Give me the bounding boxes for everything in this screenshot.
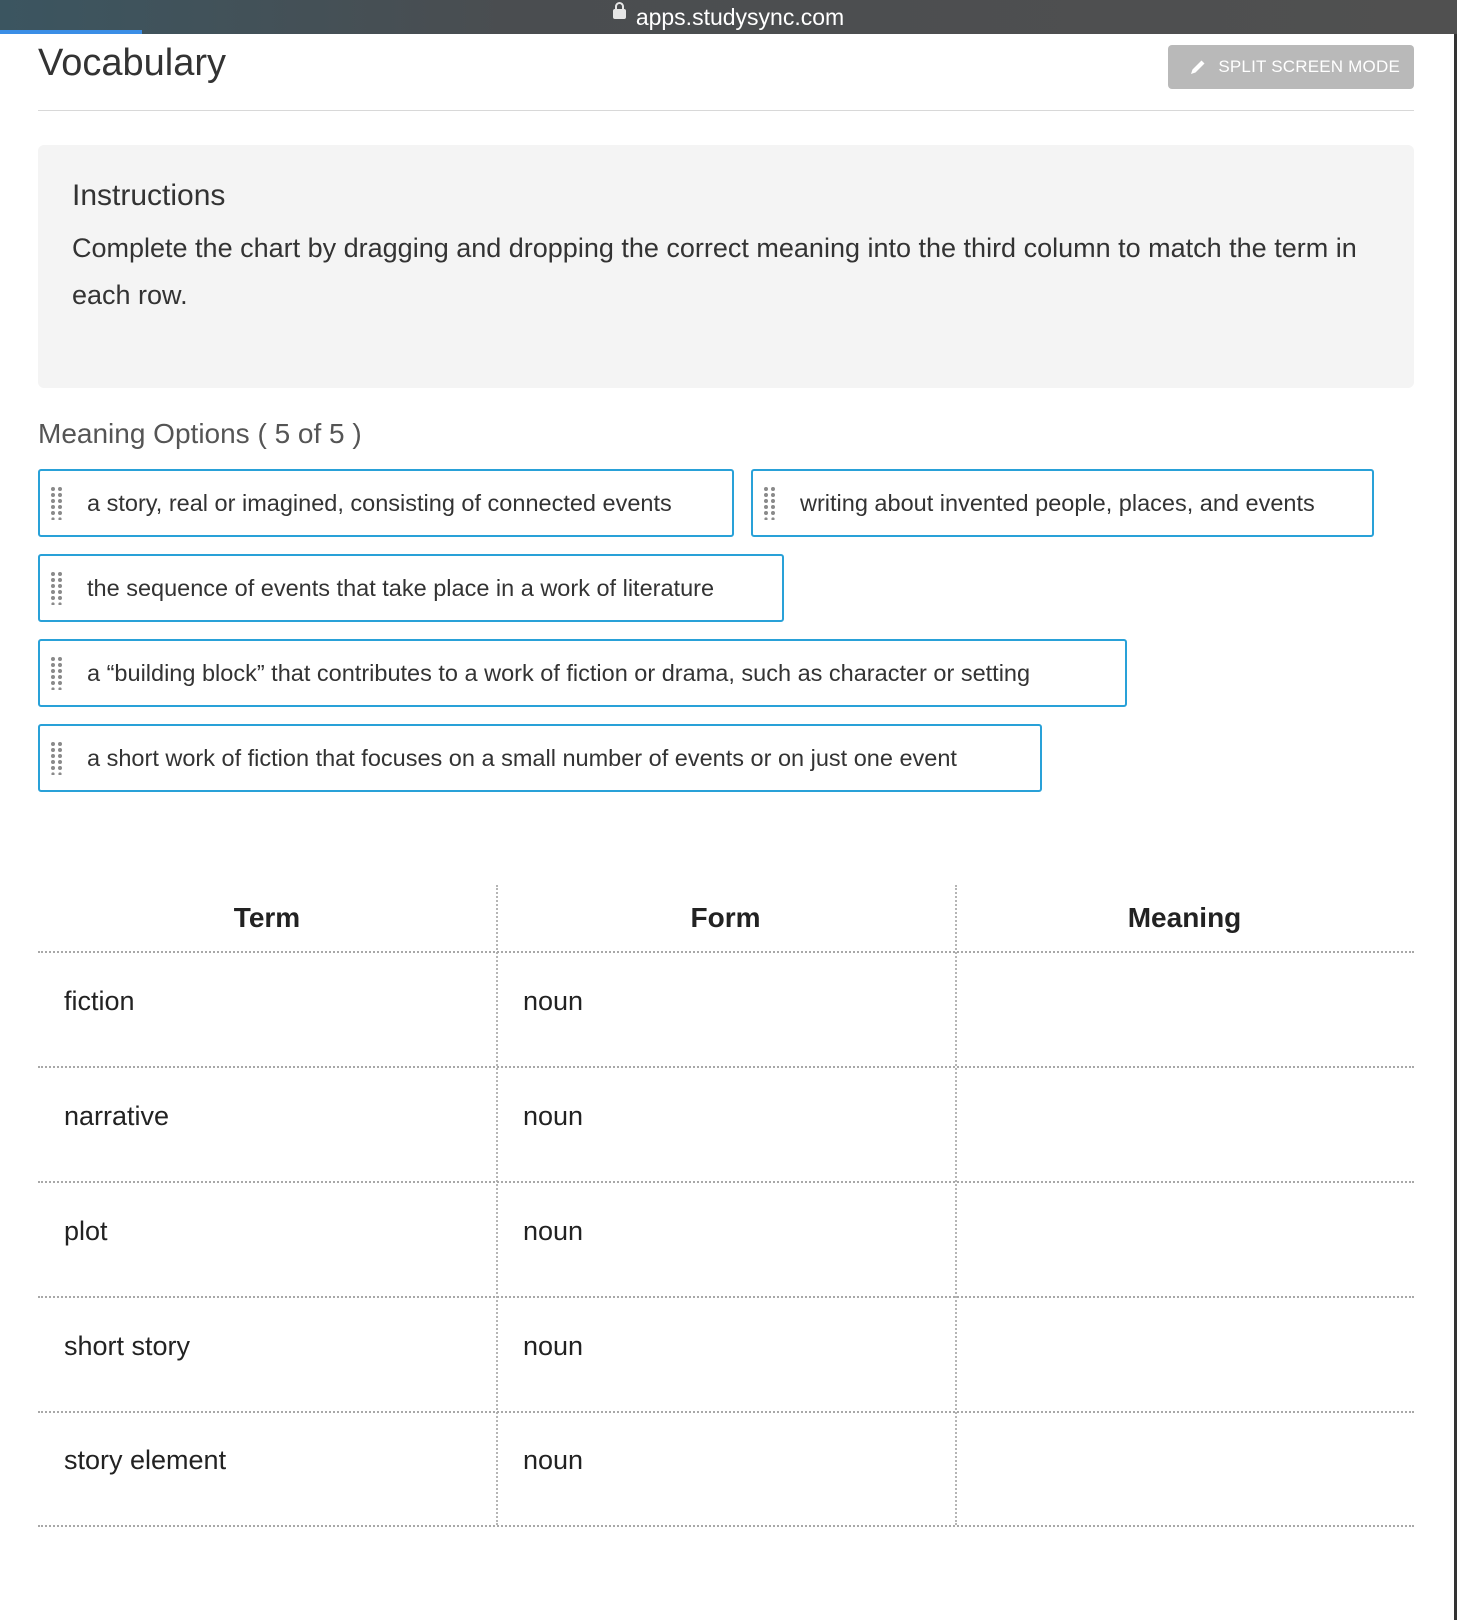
pencil-icon [1188, 57, 1208, 77]
page-title: Vocabulary [38, 42, 227, 84]
column-divider [496, 885, 498, 1525]
drag-handle-icon[interactable] [49, 741, 65, 775]
form-cell: noun [523, 1216, 584, 1246]
drag-handle-icon[interactable] [762, 486, 778, 520]
form-cell: noun [523, 1331, 584, 1361]
instructions-text: Complete the chart by dragging and dropping the correct meaning into the third column to match the term in each row. [72, 233, 1357, 310]
column-header-form: Form [690, 902, 761, 933]
meaning-drop-zone[interactable] [957, 1183, 1414, 1296]
row-divider [38, 1525, 1414, 1527]
meaning-option-label: the sequence of events that take place in a work of literature [87, 574, 715, 601]
header-divider [38, 110, 1414, 111]
meaning-option-label: writing about invented people, places, and events [800, 489, 1315, 516]
meaning-option-label: a story, real or imagined, consisting of connected events [87, 489, 672, 516]
drag-handle-icon[interactable] [49, 656, 65, 690]
form-cell: noun [523, 1445, 584, 1475]
meaning-option-label: a short work of fiction that focuses on a small number of events or on just one event [87, 744, 957, 771]
term-cell: fiction [64, 986, 135, 1016]
url-text: apps.studysync.com [635, 3, 845, 30]
column-header-meaning: Meaning [1127, 902, 1242, 933]
split-screen-mode-label: SPLIT SCREEN MODE [1218, 57, 1400, 76]
term-cell: story element [64, 1445, 227, 1475]
lock-icon [613, 9, 626, 19]
meaning-option[interactable] [38, 639, 1127, 707]
drag-handle-icon[interactable] [49, 571, 65, 605]
instructions-title: Instructions [72, 179, 226, 212]
column-header-term: Term [233, 902, 301, 933]
term-cell: narrative [64, 1101, 170, 1131]
drag-handle-icon[interactable] [49, 486, 65, 520]
meaning-drop-zone[interactable] [957, 1068, 1414, 1181]
instructions-panel [38, 145, 1414, 388]
term-cell: short story [64, 1331, 191, 1361]
meaning-option[interactable] [38, 469, 734, 537]
term-cell: plot [64, 1216, 108, 1246]
browser-url-bar[interactable] [0, 0, 1457, 34]
meaning-drop-zone[interactable] [957, 953, 1414, 1066]
form-cell: noun [523, 1101, 584, 1131]
meaning-options-heading: Meaning Options ( 5 of 5 ) [38, 418, 362, 449]
meaning-option-label: a “building block” that contributes to a work of fiction or drama, such as character or setting [87, 659, 1031, 686]
split-screen-mode-button[interactable] [1168, 45, 1414, 89]
meaning-option[interactable] [38, 554, 784, 622]
meaning-drop-zone[interactable] [957, 1413, 1414, 1525]
meaning-option[interactable] [38, 724, 1042, 792]
meaning-option[interactable] [751, 469, 1374, 537]
form-cell: noun [523, 986, 584, 1016]
page-load-progress [0, 30, 142, 34]
meaning-drop-zone[interactable] [957, 1298, 1414, 1411]
